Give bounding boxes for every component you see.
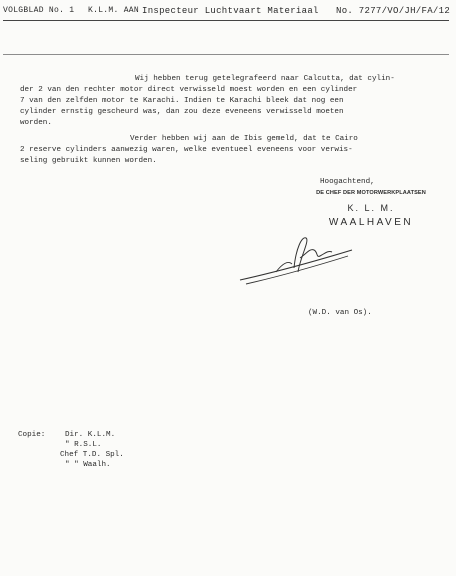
paragraph-1-line-3: 7 van den zelfden motor te Karachi. Indien te Karachi bleek dat nog een — [20, 97, 344, 105]
stamp-line-2: K. L. M. — [347, 203, 395, 213]
paragraph-1-line-1: Wij hebben terug getelegrafeerd naar Calcutta, dat cylin- — [135, 75, 395, 83]
paragraph-2-line-1: Verder hebben wij aan de Ibis gemeld, dat te Cairo — [130, 135, 358, 143]
header-klm-aan: K.L.M. AAN — [88, 6, 140, 15]
copies-line-2: " R.S.L. — [65, 441, 102, 449]
paragraph-1-line-5: worden. — [20, 119, 52, 127]
copies-line-4: " " Waalh. — [65, 461, 111, 469]
header-recipient: Inspecteur Luchtvaart Materiaal — [142, 6, 319, 16]
paragraph-2-line-3: seling gebruikt kunnen worden. — [20, 157, 157, 165]
stamp-line-3: WAALHAVEN — [328, 217, 414, 228]
header-volgblad: VOLGBLAD No. 1 — [3, 6, 75, 15]
handwritten-signature — [236, 228, 356, 288]
copies-line-1: Dir. K.L.M. — [65, 431, 116, 439]
copies-label: Copie: — [18, 431, 46, 439]
paragraph-2-line-2: 2 reserve cylinders aanwezig waren, welke eventueel eveneens voor verwis- — [20, 146, 353, 154]
header-reference: No. 7277/VO/JH/FA/12 — [336, 6, 451, 16]
paragraph-1-line-4: cylinder ernstig gescheurd was, dan zou deze eveneens verwisseld moeten — [20, 108, 344, 116]
header-rule-2 — [3, 54, 449, 55]
header-rule — [3, 20, 449, 21]
paragraph-1-line-2: der 2 van den rechter motor direct verwisseld moest worden en een cylinder — [20, 86, 358, 94]
signatory-name: (W.D. van Os). — [308, 309, 372, 317]
stamp-line-1: DE CHEF DER MOTORWERKPLAATSEN — [316, 190, 426, 196]
closing-greeting: Hoogachtend, — [320, 178, 375, 186]
copies-line-3: Chef T.D. Spl. — [60, 451, 124, 459]
